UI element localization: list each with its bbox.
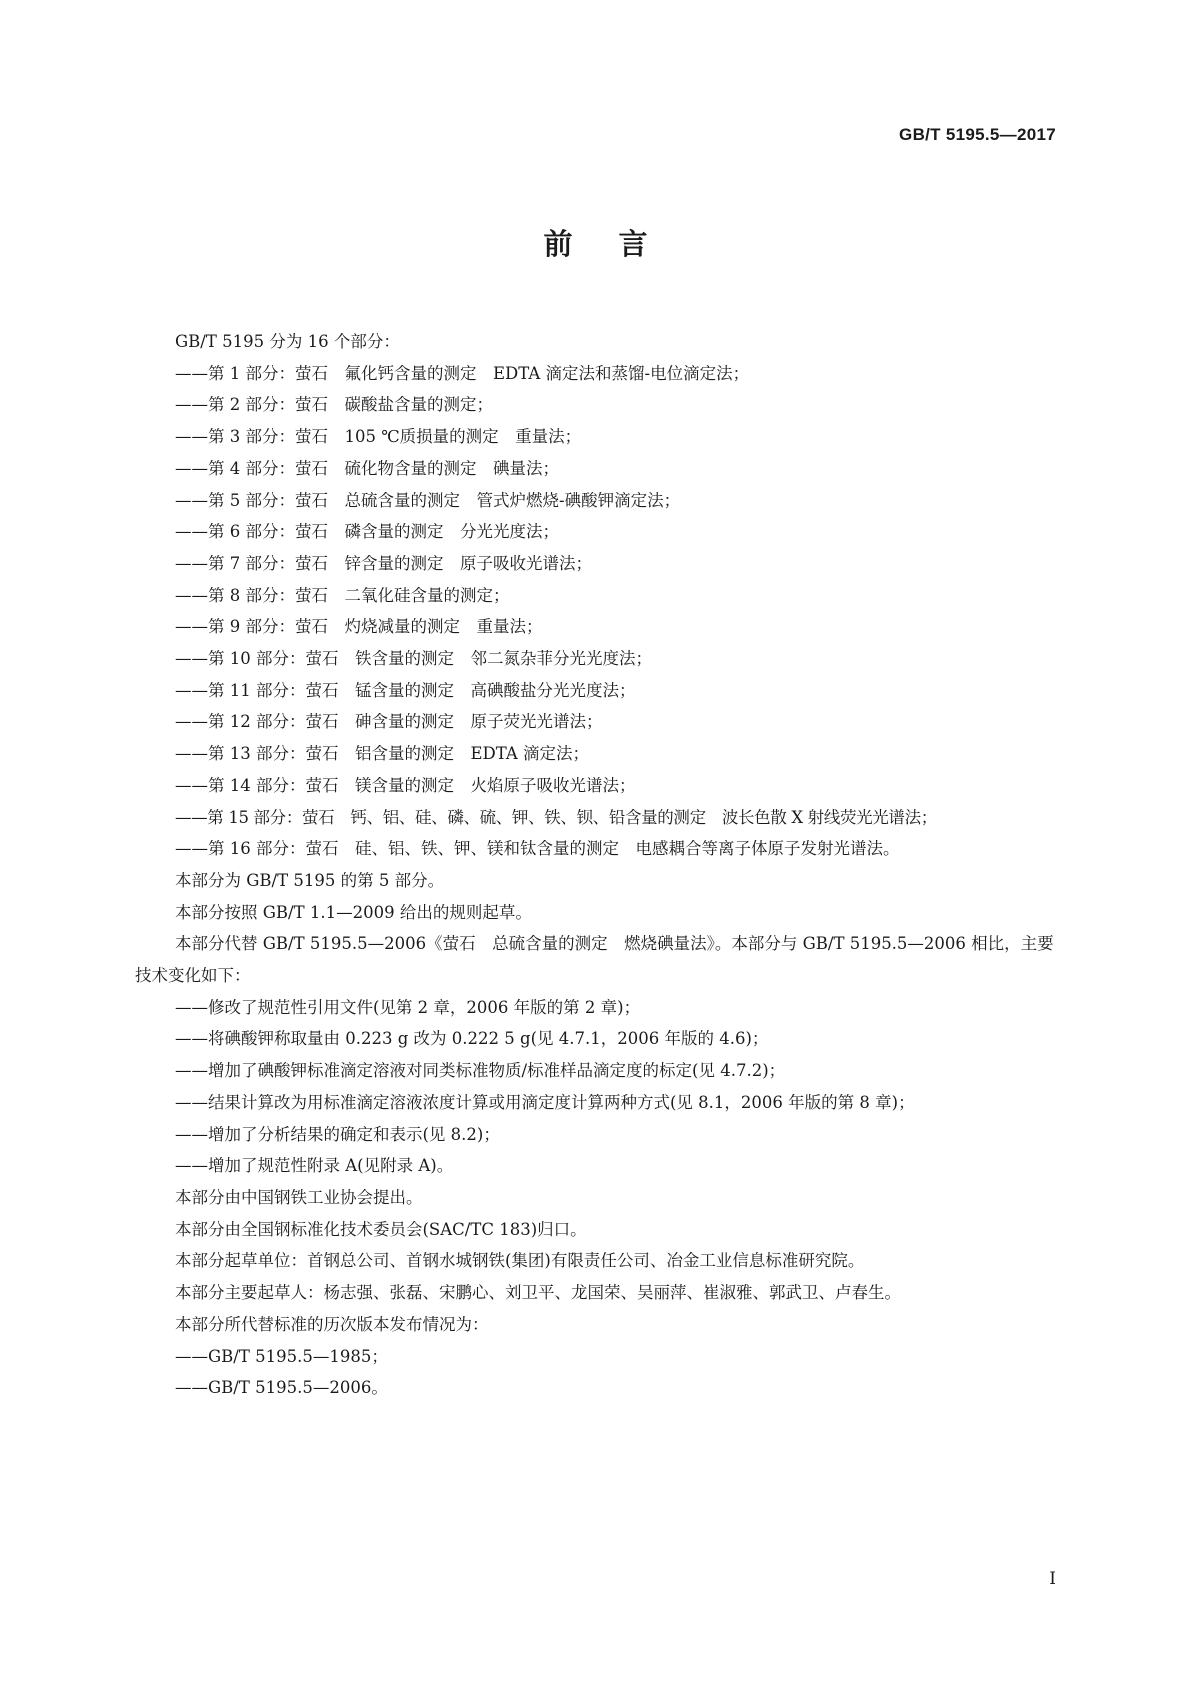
proposed-by-paragraph: 本部分由中国钢铁工业协会提出。	[175, 1187, 423, 1207]
part-item: ——第 9 部分：萤石 灼烧减量的测定 重量法；	[175, 617, 543, 637]
foreword-body	[135, 326, 1060, 1404]
history-item: ——GB/T 5195.5—1985；	[175, 1346, 388, 1366]
part-item: ——第 7 部分：萤石 锌含量的测定 原子吸收光谱法；	[175, 553, 592, 573]
part-item: ——第 1 部分：萤石 氟化钙含量的测定 EDTA 滴定法和蒸馏-电位滴定法；	[175, 363, 750, 383]
change-item: ——增加了分析结果的确定和表示(见 8.2)；	[175, 1124, 500, 1144]
part-item: ——第 15 部分：萤石 钙、铝、硅、磷、硫、钾、铁、钡、铅含量的测定 波长色散 X 射线荧光光谱法；	[175, 807, 937, 827]
change-item: ——结果计算改为用标准滴定溶液浓度计算或用滴定度计算两种方式(见 8.1，2006 年版的第 8 章)；	[175, 1092, 915, 1112]
change-item: ——修改了规范性引用文件(见第 2 章，2006 年版的第 2 章)；	[175, 997, 641, 1017]
page-number: I	[1049, 1569, 1056, 1589]
part-item: ——第 13 部分：萤石 铝含量的测定 EDTA 滴定法；	[175, 744, 590, 764]
part-item: ——第 10 部分：萤石 铁含量的测定 邻二氮杂菲分光光度法；	[175, 649, 652, 669]
part-item: ——第 14 部分：萤石 镁含量的测定 火焰原子吸收光谱法；	[175, 775, 636, 795]
page-title: 前言	[543, 227, 694, 261]
part-item: ——第 4 部分：萤石 硫化物含量的测定 碘量法；	[175, 458, 559, 478]
drafting-units-paragraph: 本部分起草单位：首钢总公司、首钢水城钢铁(集团)有限责任公司、冶金工业信息标准研究院。	[175, 1251, 865, 1271]
part-item: ——第 6 部分：萤石 磷含量的测定 分光光度法；	[175, 522, 559, 542]
part-item: ——第 2 部分：萤石 碳酸盐含量的测定；	[175, 395, 493, 415]
history-item: ——GB/T 5195.5—2006。	[175, 1378, 388, 1398]
drafting-rules-paragraph: 本部分按照 GB/T 1.1—2009 给出的规则起草。	[175, 902, 532, 922]
centralized-by-paragraph: 本部分由全国钢标准化技术委员会(SAC/TC 183)归口。	[175, 1219, 587, 1239]
drafters-paragraph: 本部分主要起草人：杨志强、张磊、宋鹏心、刘卫平、龙国荣、吴丽萍、崔淑雅、郭武卫、卢春生。	[175, 1283, 901, 1303]
history-intro-paragraph: 本部分所代替标准的历次版本发布情况为：	[175, 1314, 489, 1334]
part-item: ——第 8 部分：萤石 二氧化硅含量的测定；	[175, 585, 510, 605]
part-item: ——第 3 部分：萤石 105 ℃质损量的测定 重量法；	[175, 427, 582, 447]
part-item: ——第 12 部分：萤石 砷含量的测定 原子荧光光谱法；	[175, 712, 603, 732]
this-part-paragraph: 本部分为 GB/T 5195 的第 5 部分。	[175, 870, 445, 890]
replaces-paragraph: 本部分代替 GB/T 5195.5—2006《萤石 总硫含量的测定 燃烧碘量法》。本部分与 GB/T 5195.5—2006 相比，主要技术变化如下：	[135, 934, 1054, 986]
intro-paragraph: GB/T 5195 分为 16 个部分：	[175, 332, 400, 351]
standard-code: GB/T 5195.5—2017	[899, 125, 1056, 144]
part-item: ——第 5 部分：萤石 总硫含量的测定 管式炉燃烧-碘酸钾滴定法；	[175, 490, 681, 510]
change-item: ——增加了规范性附录 A(见附录 A)。	[175, 1156, 454, 1176]
part-item: ——第 11 部分：萤石 锰含量的测定 高碘酸盐分光光度法；	[175, 680, 636, 700]
change-item: ——将碘酸钾称取量由 0.223 g 改为 0.222 5 g(见 4.7.1，2006 年版的 4.6)；	[175, 1029, 769, 1049]
part-item: ——第 16 部分：萤石 硅、铝、铁、钾、镁和钛含量的测定 电感耦合等离子体原子发射光谱法。	[175, 839, 900, 859]
change-item: ——增加了碘酸钾标准滴定溶液对同类标准物质/标准样品滴定度的标定(见 4.7.2)；	[175, 1061, 786, 1081]
